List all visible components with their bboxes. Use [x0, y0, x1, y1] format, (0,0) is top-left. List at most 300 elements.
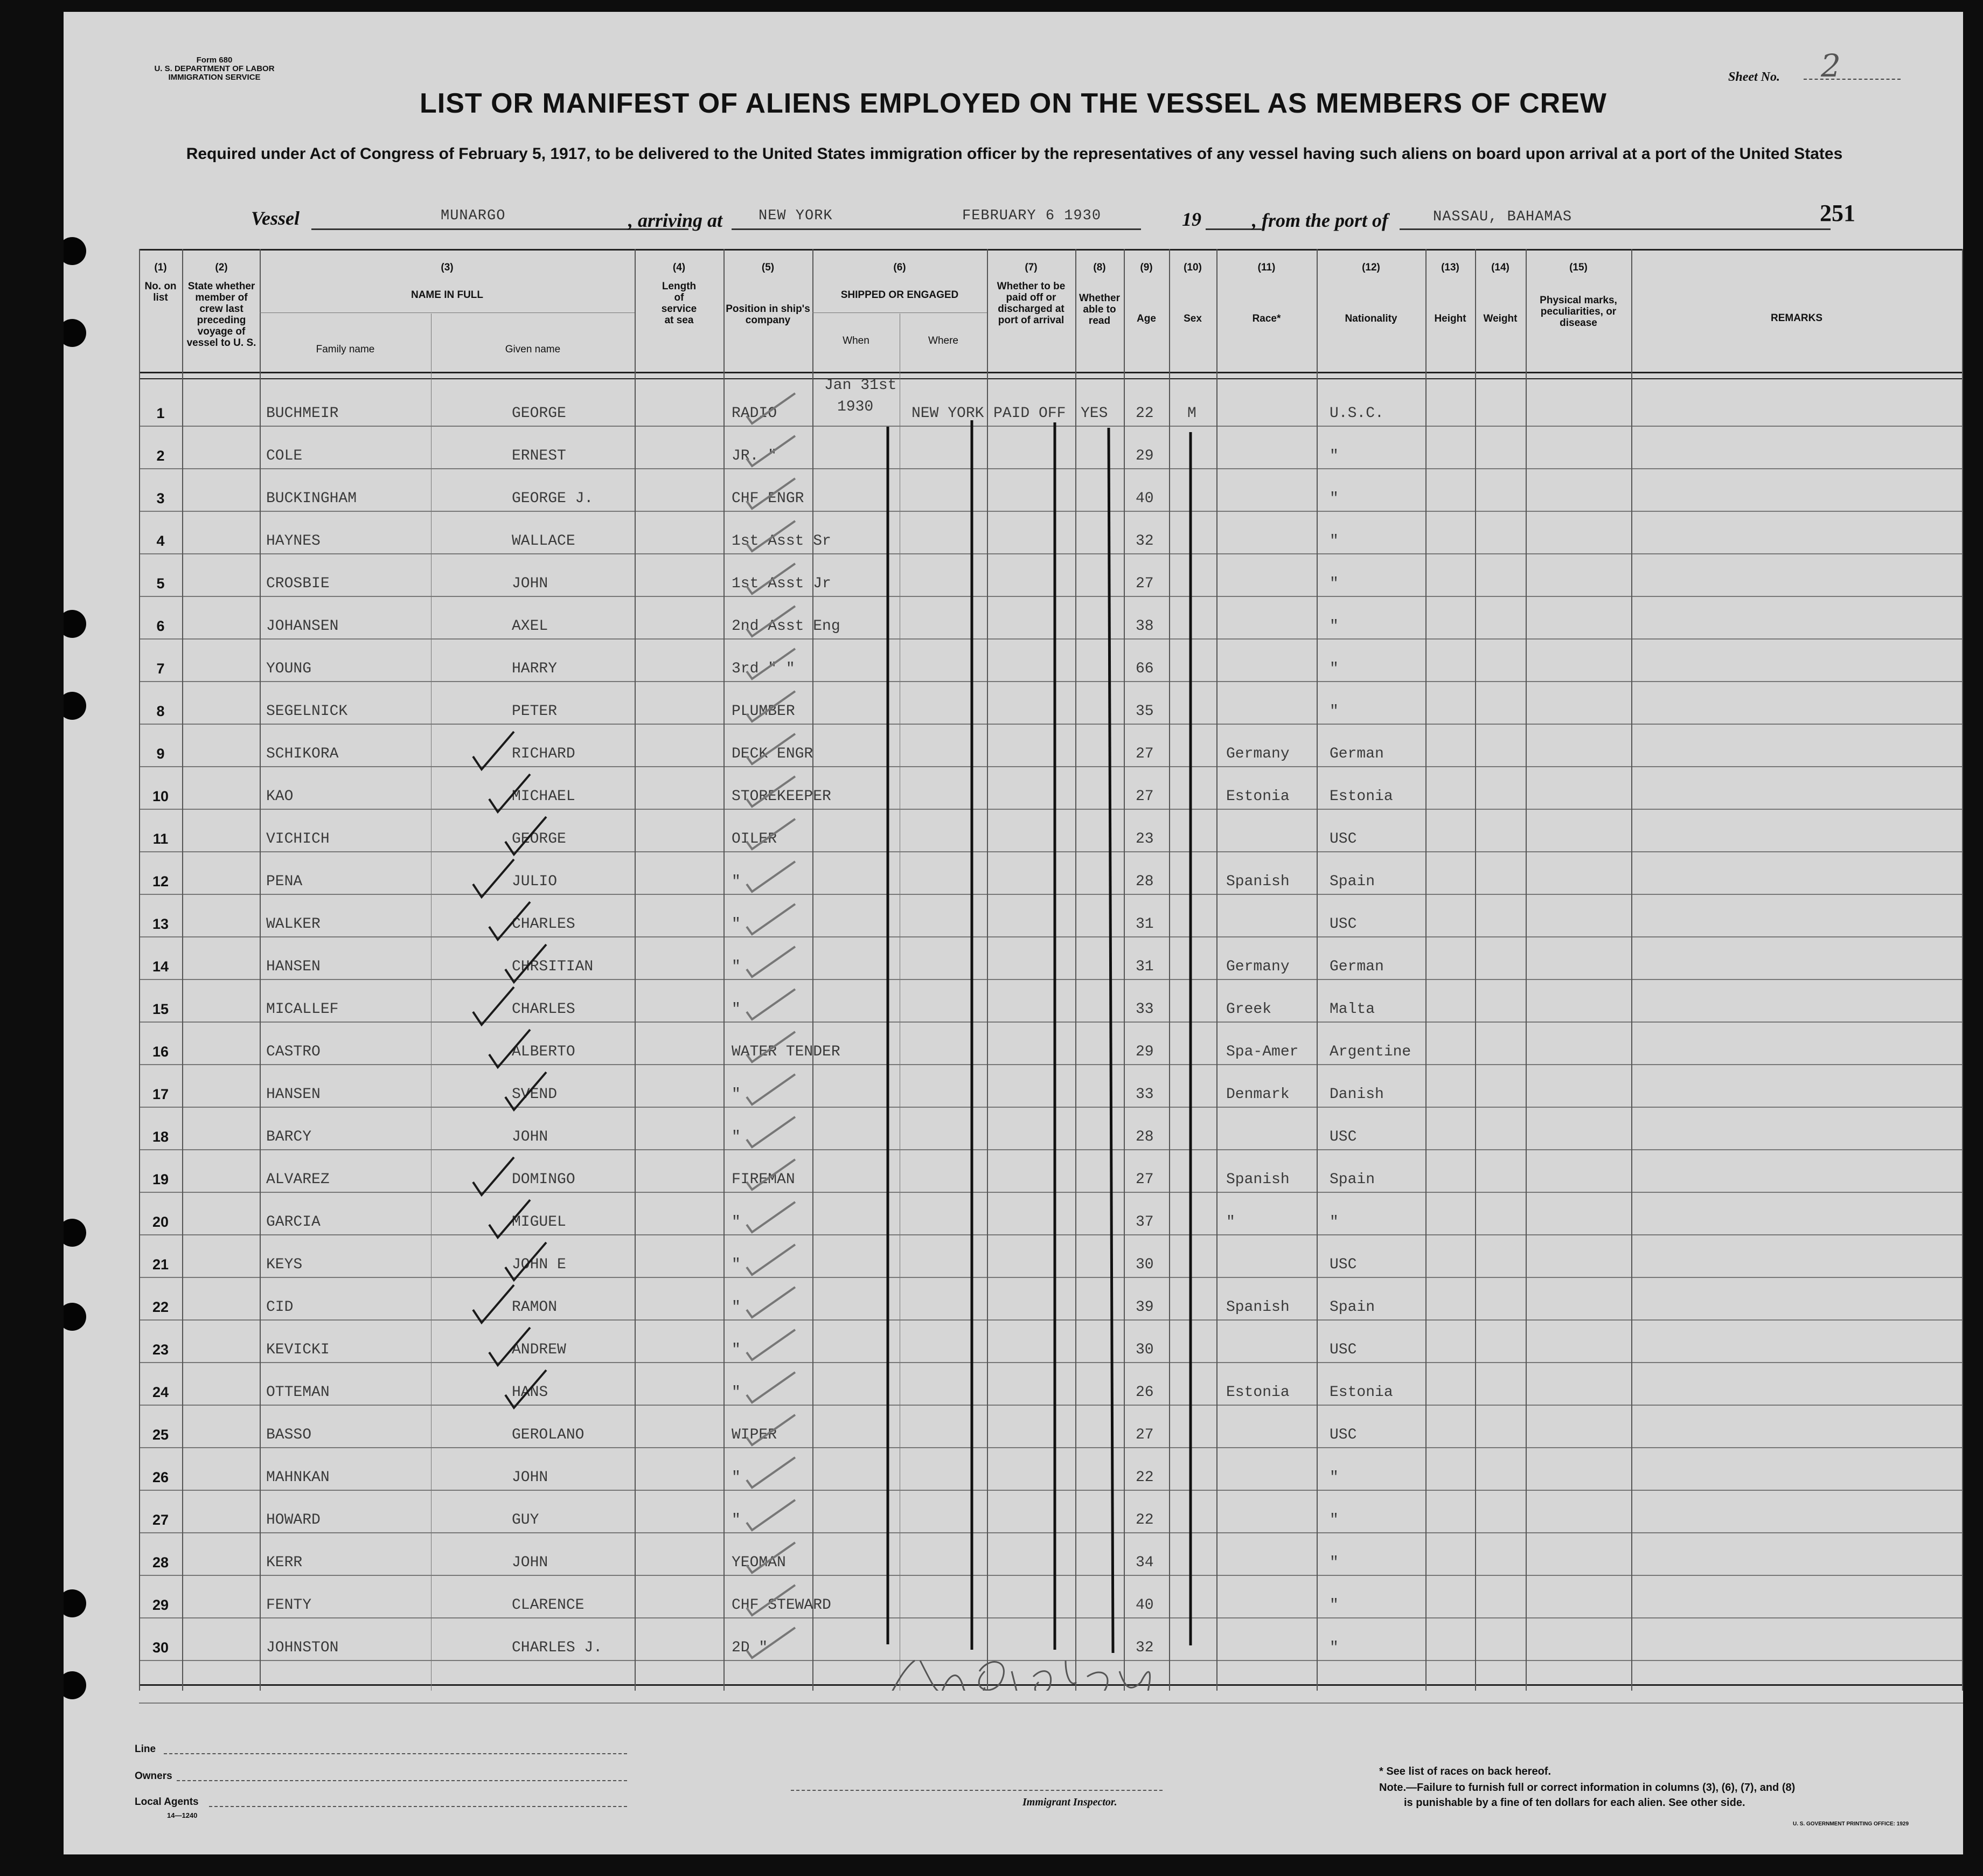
- cell-nationality: ": [1330, 490, 1339, 507]
- cell-nationality: Spain: [1330, 1299, 1375, 1316]
- check-mark: [473, 987, 514, 1025]
- cell-nationality: USC: [1330, 916, 1357, 933]
- cell-given: SVEND: [512, 1086, 558, 1103]
- cell-family: SEGELNICK: [266, 703, 348, 720]
- col6-header: (6) SHIPPED OR ENGAGED: [840, 262, 959, 301]
- failure-note: Note.—Failure to furnish full or correct information in columns (3), (6), (7), and (8): [1379, 1782, 1796, 1794]
- cell-given: DOMINGO: [512, 1171, 575, 1188]
- cell-position: DECK ENGR: [732, 746, 813, 762]
- position-check-mark: [747, 819, 795, 849]
- cell-age: 40: [1136, 1597, 1154, 1614]
- col15-header: (15) Physical marks, peculiarities, or disease: [1540, 262, 1617, 329]
- cell-age: 39: [1136, 1299, 1154, 1316]
- cell-family: BASSO: [266, 1427, 312, 1443]
- cell-position: CHF ENGR: [732, 490, 804, 507]
- cell-nationality: Malta: [1330, 1001, 1375, 1018]
- printing-office: U. S. GOVERNMENT PRINTING OFFICE: 1929: [1793, 1821, 1909, 1827]
- where-header: Where: [928, 335, 958, 346]
- col11-header: (11) Race*: [1252, 262, 1281, 324]
- cell-no: 16: [152, 1044, 169, 1060]
- cell-no: 7: [156, 661, 165, 677]
- cell-position: ": [732, 1256, 741, 1273]
- cell-race: Germany: [1226, 958, 1290, 975]
- cell-position: 2nd Asst Eng: [732, 618, 840, 635]
- vessel-name: MUNARGO: [441, 208, 506, 224]
- cell-given: GEORGE: [512, 405, 566, 422]
- cell-given: JOHN: [512, 1469, 548, 1486]
- when-header: When: [843, 335, 869, 346]
- year-label: 19: [1182, 209, 1201, 230]
- cell-given: AXEL: [512, 618, 548, 635]
- cell-given: CHARLES: [512, 916, 575, 933]
- cell-race: ": [1226, 1214, 1235, 1231]
- cell-nationality: ": [1330, 618, 1339, 635]
- position-check-mark: [747, 393, 795, 423]
- cell-no: 3: [156, 490, 165, 506]
- cell-no: 9: [156, 746, 165, 762]
- cell-given: GUY: [512, 1512, 539, 1528]
- cell-no: 27: [152, 1512, 169, 1528]
- position-check-mark: [747, 1457, 795, 1488]
- cell-age: 28: [1136, 1129, 1154, 1145]
- footer-agents-fill: [209, 1806, 627, 1807]
- cell-nationality: ": [1330, 1214, 1339, 1231]
- cell-position: ": [732, 1001, 741, 1018]
- family-name-header: Family name: [316, 344, 375, 355]
- cell-given: JOHN: [512, 575, 548, 592]
- binder-hole: [64, 1303, 86, 1331]
- position-check-mark: [747, 1628, 795, 1658]
- cell-no: 25: [152, 1427, 169, 1443]
- form-dept: U. S. DEPARTMENT OF LABOR: [154, 64, 275, 73]
- cell-position: YEOMAN: [732, 1554, 786, 1571]
- cell-family: HANSEN: [266, 1086, 321, 1103]
- manifest-sheet: [64, 12, 1963, 1854]
- cell-family: ALVAREZ: [266, 1171, 330, 1188]
- cell-nationality: Argentine: [1330, 1044, 1411, 1060]
- cell-given: PETER: [512, 703, 558, 720]
- cell-nationality: Spain: [1330, 873, 1375, 890]
- cell-age: 22: [1136, 1469, 1154, 1486]
- cell-family: MAHNKAN: [266, 1469, 330, 1486]
- cell-age: 37: [1136, 1214, 1154, 1231]
- cell-no: 5: [156, 575, 165, 592]
- cell-age: 30: [1136, 1256, 1154, 1273]
- position-check-mark: [747, 1245, 795, 1275]
- position-check-mark: [747, 1159, 795, 1190]
- cell-position: 1st Asst Jr: [732, 575, 831, 592]
- arriving-fill-line: [732, 228, 947, 230]
- position-check-mark: [747, 1330, 795, 1360]
- cell-age: 27: [1136, 788, 1154, 805]
- cell-no: 12: [152, 873, 169, 890]
- signature: [851, 1660, 1150, 1691]
- form-number: Form 680: [196, 55, 233, 65]
- cell-age: 27: [1136, 1427, 1154, 1443]
- cell-race: Spanish: [1226, 1299, 1290, 1316]
- check-mark: [489, 902, 530, 940]
- cell-position: ": [732, 1469, 741, 1486]
- cell-no: 22: [152, 1299, 169, 1315]
- inspector-label: Immigrant Inspector.: [1022, 1796, 1117, 1808]
- cell-family: COLE: [266, 448, 303, 464]
- cell-nationality: USC: [1330, 1427, 1357, 1443]
- col3-header: (3) NAME IN FULL: [410, 262, 484, 301]
- cell-age: 33: [1136, 1086, 1154, 1103]
- cell-position: ": [732, 1342, 741, 1358]
- position-check-mark: [747, 1032, 795, 1062]
- cell-position: ": [732, 873, 741, 890]
- cell-family: KEYS: [266, 1256, 303, 1273]
- cell-given: JULIO: [512, 873, 558, 890]
- cell-position: JR. ": [732, 448, 777, 464]
- cell-age: 31: [1136, 958, 1154, 975]
- cell-age: 32: [1136, 1639, 1154, 1656]
- cell-given: HARRY: [512, 661, 558, 677]
- cell-nationality: ": [1330, 1512, 1339, 1528]
- page-title: LIST OR MANIFEST OF ALIENS EMPLOYED ON THE VESSEL AS MEMBERS OF CREW: [420, 88, 1607, 119]
- cell-family: HANSEN: [266, 958, 321, 975]
- ditto-line-read: [1109, 428, 1113, 1653]
- position-check-mark: [747, 1543, 795, 1573]
- cell-family: JOHNSTON: [266, 1639, 339, 1656]
- cell-nationality: USC: [1330, 1342, 1357, 1358]
- position-check-mark: [747, 1202, 795, 1232]
- footer-agents-code: 14—1240: [167, 1811, 198, 1819]
- cell-age: 31: [1136, 916, 1154, 933]
- position-check-mark: [747, 1585, 795, 1615]
- cell-no: 15: [152, 1001, 169, 1017]
- cell-position: CHF STEWARD: [732, 1597, 831, 1614]
- cell-race: Denmark: [1226, 1086, 1290, 1103]
- cell-age: 40: [1136, 490, 1154, 507]
- footer-line-label: Line: [135, 1743, 156, 1755]
- binder-hole: [64, 610, 86, 638]
- cell-position: ": [732, 916, 741, 933]
- cell-age: 32: [1136, 533, 1154, 550]
- cell-age: 27: [1136, 575, 1154, 592]
- cell-given: CHRSITIAN: [512, 958, 594, 975]
- position-check-mark: [747, 861, 795, 892]
- from-fill-line: [1400, 228, 1831, 230]
- position-check-mark: [747, 649, 795, 679]
- cell-position: ": [732, 1086, 741, 1103]
- given-name-header: Given name: [505, 344, 561, 355]
- cell-given: MIGUEL: [512, 1214, 566, 1231]
- cell-race: Estonia: [1226, 788, 1290, 805]
- cell-family: YOUNG: [266, 661, 312, 677]
- cell-no: 23: [152, 1342, 169, 1358]
- check-mark: [505, 817, 546, 854]
- page-number: 251: [1820, 200, 1855, 226]
- cell-family: HAYNES: [266, 533, 321, 550]
- races-note: * See list of races on back hereof.: [1379, 1766, 1551, 1777]
- col13-header: (13) Height: [1434, 262, 1466, 324]
- position-check-mark: [747, 1415, 795, 1445]
- cell-given: JOHN: [512, 1129, 548, 1145]
- check-mark: [505, 1242, 546, 1280]
- inspector-line: [791, 1790, 1163, 1791]
- cell-no: 28: [152, 1554, 169, 1571]
- cell-nationality: ": [1330, 448, 1339, 464]
- check-mark: [489, 774, 530, 812]
- cell-position: PLUMBER: [732, 703, 795, 720]
- position-check-mark: [747, 606, 795, 636]
- cell-position: WATER TENDER: [732, 1044, 840, 1060]
- cell-nationality: U.S.C.: [1330, 405, 1384, 422]
- check-mark: [473, 1157, 514, 1195]
- cell-race: Estonia: [1226, 1384, 1290, 1401]
- position-check-mark: [747, 1500, 795, 1530]
- binder-hole: [64, 1671, 86, 1699]
- cell-family: JOHANSEN: [266, 618, 339, 635]
- check-mark: [489, 1030, 530, 1067]
- cell-given: MICHAEL: [512, 788, 575, 805]
- cell-nationality: USC: [1330, 831, 1357, 847]
- cell-family: BUCKINGHAM: [266, 490, 357, 507]
- cell-position: 1st Asst Sr: [732, 533, 831, 550]
- cell-age: 38: [1136, 618, 1154, 635]
- cell-no: 19: [152, 1171, 169, 1187]
- check-mark: [505, 944, 546, 982]
- position-check-mark: [747, 904, 795, 934]
- cell-race: Spanish: [1226, 873, 1290, 890]
- where-value: NEW YORK: [912, 405, 984, 422]
- cell-nationality: ": [1330, 575, 1339, 592]
- cell-age: 29: [1136, 448, 1154, 464]
- check-mark: [505, 1072, 546, 1110]
- sheet-number-value: 2: [1821, 47, 1841, 84]
- cell-given: ERNEST: [512, 448, 566, 464]
- col1-header: (1) No. on list: [144, 262, 177, 303]
- binder-hole: [64, 319, 86, 347]
- cell-no: 14: [152, 958, 169, 975]
- cell-nationality: Spain: [1330, 1171, 1375, 1188]
- from-port: NASSAU, BAHAMAS: [1433, 209, 1573, 225]
- cell-given: WALLACE: [512, 533, 575, 550]
- cell-family: PENA: [266, 873, 303, 890]
- cell-nationality: Estonia: [1330, 1384, 1393, 1401]
- cell-family: OTTEMAN: [266, 1384, 330, 1401]
- position-check-mark: [747, 734, 795, 764]
- cell-nationality: ": [1330, 1597, 1339, 1614]
- cell-age: 22: [1136, 1512, 1154, 1528]
- check-mark: [505, 1370, 546, 1408]
- cell-family: HOWARD: [266, 1512, 321, 1528]
- cell-family: WALKER: [266, 916, 321, 933]
- when-line1: Jan 31st: [824, 377, 897, 394]
- cell-no: 10: [152, 788, 169, 804]
- cell-age: 35: [1136, 703, 1154, 720]
- cell-race: Spanish: [1226, 1171, 1290, 1188]
- check-mark: [473, 1285, 514, 1323]
- arriving-label: , arriving at: [628, 210, 723, 231]
- cell-age: 23: [1136, 831, 1154, 847]
- cell-given: JOHN: [512, 1554, 548, 1571]
- col7-header: (7) Whether to be paid off or discharged at port of arrival: [997, 262, 1066, 326]
- position-check-mark: [747, 478, 795, 509]
- cell-given: CHARLES J.: [512, 1639, 603, 1656]
- position-check-mark: [747, 1117, 795, 1147]
- cell-no: 30: [152, 1639, 169, 1656]
- cell-position: STOREKEEPER: [732, 788, 831, 805]
- arriving-port: NEW YORK: [759, 208, 833, 224]
- crew-table: [139, 249, 1963, 1691]
- arrival-date: FEBRUARY 6 1930: [962, 208, 1102, 224]
- form-header: [144, 56, 284, 82]
- check-mark: [489, 1200, 530, 1238]
- cell-given: CHARLES: [512, 1001, 575, 1018]
- vessel-label: Vessel: [251, 207, 300, 229]
- footer-owners-fill: [177, 1780, 627, 1781]
- cell-position: WIPER: [732, 1427, 777, 1443]
- sheet-number-line: [1804, 79, 1901, 80]
- cell-family: SCHIKORA: [266, 746, 339, 762]
- cell-no: 4: [156, 533, 165, 549]
- col14-header: (14) Weight: [1483, 262, 1518, 324]
- cell-nationality: USC: [1330, 1256, 1357, 1273]
- cell-given: ALBERTO: [512, 1044, 575, 1060]
- cell-position: ": [732, 1299, 741, 1316]
- position-check-mark: [747, 436, 795, 466]
- cell-family: CID: [266, 1299, 294, 1316]
- cell-age: 26: [1136, 1384, 1154, 1401]
- cell-age: 29: [1136, 1044, 1154, 1060]
- cell-no: 21: [152, 1256, 169, 1273]
- sex-value: M: [1187, 405, 1196, 422]
- cell-position: ": [732, 1512, 741, 1528]
- cell-family: FENTY: [266, 1597, 312, 1614]
- cell-race: Spa-Amer: [1226, 1044, 1299, 1060]
- cell-nationality: Estonia: [1330, 788, 1393, 805]
- position-check-mark: [747, 521, 795, 551]
- cell-nationality: Danish: [1330, 1086, 1384, 1103]
- cell-family: BUCHMEIR: [266, 405, 339, 422]
- cell-no: 11: [152, 831, 169, 847]
- col2-header: (2) State whether member of crew last preceding voyage of vessel to U. S.: [186, 262, 256, 349]
- remarks-header: REMARKS: [1770, 312, 1823, 324]
- binder-hole: [64, 692, 86, 720]
- fine-note: is punishable by a fine of ten dollars for each alien. See other side.: [1404, 1797, 1745, 1809]
- form-service: IMMIGRATION SERVICE: [168, 73, 261, 82]
- cell-family: CASTRO: [266, 1044, 321, 1060]
- cell-no: 26: [152, 1469, 169, 1485]
- cell-nationality: German: [1330, 746, 1384, 762]
- annotation-layer: [139, 249, 1963, 1691]
- cell-no: 17: [152, 1086, 169, 1102]
- col4-header: (4) Length of service at sea: [661, 262, 697, 326]
- cell-age: 30: [1136, 1342, 1154, 1358]
- cell-age: 27: [1136, 1171, 1154, 1188]
- cell-position: 3rd " ": [732, 661, 795, 677]
- position-check-mark: [747, 947, 795, 977]
- col9-header: (9) Age: [1137, 262, 1156, 324]
- cell-given: RICHARD: [512, 746, 575, 762]
- paid-value: PAID OFF: [993, 405, 1066, 422]
- cell-no: 1: [156, 405, 165, 421]
- cell-age: 33: [1136, 1001, 1154, 1018]
- cell-race: Greek: [1226, 1001, 1272, 1018]
- cell-given: GEROLANO: [512, 1427, 585, 1443]
- row-rule: [139, 1703, 1963, 1704]
- cell-age: 27: [1136, 746, 1154, 762]
- read-value: YES: [1081, 405, 1108, 422]
- cell-family: KAO: [266, 788, 294, 805]
- cell-given: JOHN E: [512, 1256, 566, 1273]
- cell-no: 8: [156, 703, 165, 719]
- cell-position: FIREMAN: [732, 1171, 795, 1188]
- cell-no: 6: [156, 618, 165, 634]
- col5-header: (5) Position in ship's company: [726, 262, 810, 326]
- cell-position: ": [732, 1384, 741, 1401]
- cell-age: 22: [1136, 405, 1154, 422]
- page-subtitle: Required under Act of Congress of February 5, 1917, to be delivered to the United States immigration officer by the representatives of any vessel having such aliens on board upon arrival at a port of the United States: [186, 145, 1843, 163]
- position-check-mark: [747, 1074, 795, 1104]
- cell-family: GARCIA: [266, 1214, 321, 1231]
- cell-family: VICHICH: [266, 831, 330, 847]
- cell-age: 34: [1136, 1554, 1154, 1571]
- cell-no: 2: [156, 448, 165, 464]
- position-check-mark: [747, 564, 795, 594]
- cell-position: ": [732, 1129, 741, 1145]
- check-marks: [473, 393, 795, 1658]
- check-mark: [473, 859, 514, 897]
- cell-position: RADIO: [732, 405, 777, 422]
- cell-position: OILER: [732, 831, 777, 847]
- cell-age: 66: [1136, 661, 1154, 677]
- binder-hole: [64, 1219, 86, 1247]
- cell-no: 13: [152, 916, 169, 932]
- cell-nationality: ": [1330, 1554, 1339, 1571]
- footer-owners-label: Owners: [135, 1770, 172, 1782]
- cell-position: ": [732, 958, 741, 975]
- binder-hole: [64, 1589, 86, 1617]
- cell-nationality: USC: [1330, 1129, 1357, 1145]
- date-fill-line: [947, 228, 1141, 230]
- binder-hole: [64, 237, 86, 265]
- cell-family: CROSBIE: [266, 575, 330, 592]
- col8-header: (8) Whether able to read: [1079, 262, 1120, 326]
- cell-nationality: German: [1330, 958, 1384, 975]
- cell-given: GEORGE: [512, 831, 566, 847]
- cell-given: CLARENCE: [512, 1597, 585, 1614]
- cell-nationality: ": [1330, 533, 1339, 550]
- cell-position: ": [732, 1214, 741, 1231]
- cell-nationality: ": [1330, 703, 1339, 720]
- cell-given: GEORGE J.: [512, 490, 594, 507]
- cell-no: 29: [152, 1597, 169, 1613]
- cell-nationality: ": [1330, 661, 1339, 677]
- cell-race: Germany: [1226, 746, 1290, 762]
- position-check-mark: [747, 1372, 795, 1402]
- cell-family: KERR: [266, 1554, 303, 1571]
- from-label: , from the port of: [1252, 210, 1389, 231]
- sheet-number-label: Sheet No.: [1728, 70, 1780, 84]
- col10-header: (10) Sex: [1184, 262, 1202, 324]
- cell-no: 24: [152, 1384, 169, 1400]
- cell-family: MICALLEF: [266, 1001, 339, 1018]
- position-check-mark: [747, 691, 795, 721]
- cell-family: BARCY: [266, 1129, 312, 1145]
- position-check-mark: [747, 1287, 795, 1317]
- cell-given: RAMON: [512, 1299, 558, 1316]
- position-check-mark: [747, 989, 795, 1019]
- cell-position: 2D ": [732, 1639, 768, 1656]
- cell-no: 18: [152, 1129, 169, 1145]
- footer-line-fill: [164, 1753, 627, 1754]
- cell-no: 20: [152, 1214, 169, 1230]
- col12-header: (12) Nationality: [1345, 262, 1397, 324]
